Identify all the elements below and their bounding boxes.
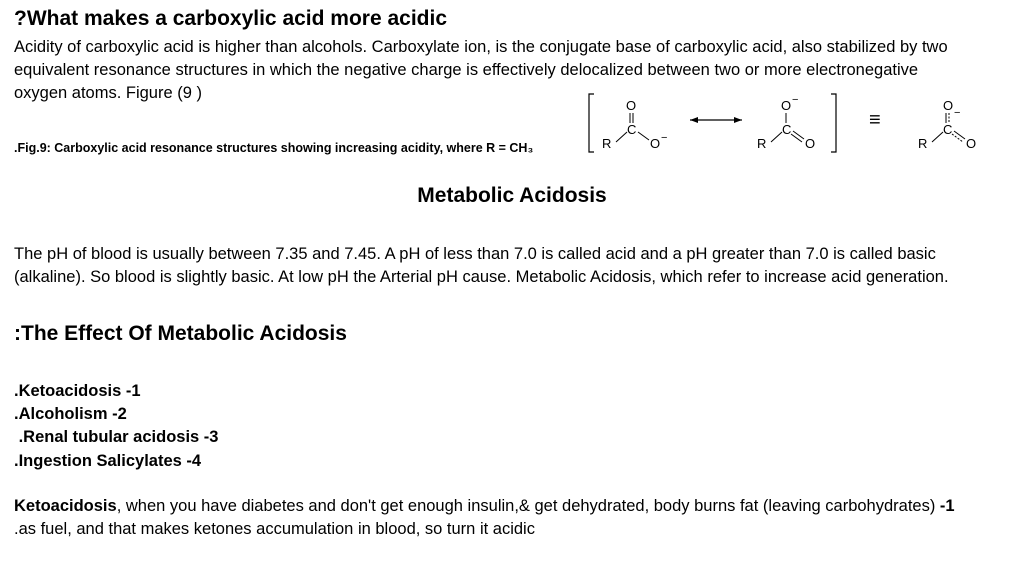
atom-r: R <box>602 136 612 151</box>
atom-o-top: O <box>781 98 792 113</box>
list-item: .Ketoacidosis -1 <box>14 382 141 400</box>
paragraph-ph-line-1: The pH of blood is usually between 7.35 and 7.45. A pH of less than 7.0 is called acid and a pH greater than 7.0 is called basic <box>14 245 936 263</box>
atom-c: C <box>782 122 792 137</box>
resonance-structures-figure <box>580 90 1000 160</box>
ketoacidosis-description: , when you have diabetes and don't get enough insulin,& get dehydrated, body burns fat (leaving carbohydrates) <box>116 497 936 515</box>
ketoacidosis-term: Ketoacidosis <box>14 497 117 515</box>
atom-o-single: O <box>650 136 661 151</box>
list-item: .Renal tubular acidosis -3 <box>14 428 219 446</box>
list-item: .Ingestion Salicylates -4 <box>14 452 202 470</box>
list-item: .Alcoholism -2 <box>14 405 127 423</box>
atom-r: R <box>918 136 928 151</box>
right-bracket <box>831 94 836 152</box>
atom-c: C <box>943 122 953 137</box>
paragraph-acidity-line-3: oxygen atoms. Figure (9 ) <box>14 84 202 102</box>
charge-minus: − <box>661 132 668 144</box>
atom-r: R <box>757 136 767 151</box>
atom-c: C <box>627 122 637 137</box>
atom-o-double: O <box>805 136 816 151</box>
ketoacidosis-detail-line-1 <box>14 495 955 518</box>
resonance-arrow-icon <box>690 117 742 123</box>
carboxylate-structure-1 <box>602 98 667 151</box>
atom-o-single: O <box>966 136 977 151</box>
charge-minus: − <box>792 94 799 106</box>
carboxylate-hybrid-structure <box>918 98 976 151</box>
figure-caption: .Fig.9: Carboxylic acid resonance structures showing increasing acidity, where R = CH₃ <box>14 141 534 155</box>
section-title-metabolic-acidosis: Metabolic Acidosis <box>417 184 607 207</box>
atom-o-top: O <box>626 98 637 113</box>
paragraph-acidity-line-1: Acidity of carboxylic acid is higher than alcohols. Carboxylate ion, is the conjugate base of carboxylic acid, also stabilized by two <box>14 38 948 56</box>
paragraph-acidity-line-2: equivalent resonance structures in which the negative charge is effectively delocalized between two or more electronegative <box>14 61 919 79</box>
ketoacidosis-detail-line-2: .as fuel, and that makes ketones accumulation in blood, so turn it acidic <box>14 520 535 538</box>
left-bracket <box>589 94 594 152</box>
heading-carboxylic-acid: ?What makes a carboxylic acid more acidic <box>14 7 448 30</box>
partial-charge-minus: − <box>954 107 961 119</box>
atom-o-top: O <box>943 98 954 113</box>
carboxylate-structure-2 <box>757 94 815 151</box>
equivalence-symbol: ≡ <box>869 109 881 131</box>
paragraph-ph-line-2: (alkaline). So blood is slightly basic. At low pH the Arterial pH cause. Metabolic Acidosis, which refer to increase acid generation. <box>14 268 949 286</box>
ketoacidosis-number: -1 <box>939 497 955 515</box>
heading-effect-of-metabolic-acidosis: :The Effect Of Metabolic Acidosis <box>14 322 347 345</box>
